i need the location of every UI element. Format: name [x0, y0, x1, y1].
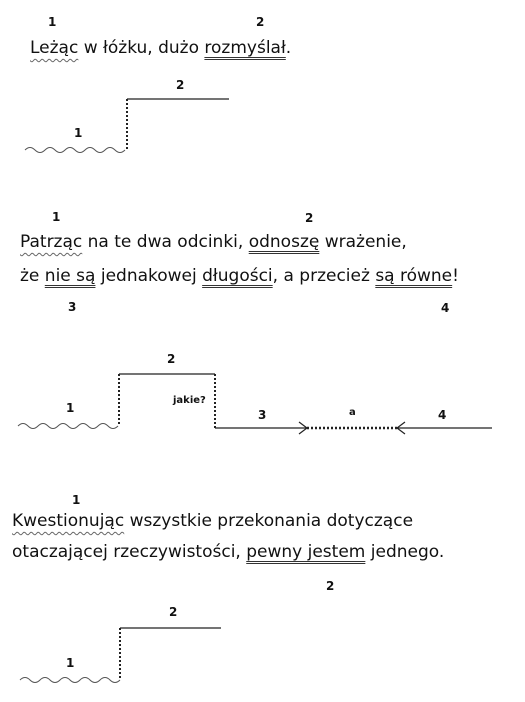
label-1: 1 — [72, 493, 81, 507]
predicate: odnoszę — [248, 232, 320, 252]
sentence-text: , a przecież — [272, 266, 376, 286]
label-2: 2 — [256, 15, 265, 29]
predicate: są równe — [375, 266, 453, 286]
sentence-text: wszystkie przekonania dotyczące — [124, 511, 414, 531]
diagram-label-1: 1 — [74, 126, 83, 140]
predicate: nie są — [44, 266, 96, 286]
label-2: 2 — [305, 211, 314, 225]
sentence-text: w łóżku, dużo — [78, 38, 205, 58]
participle-phrase: Leżąc — [30, 38, 79, 58]
label-1: 1 — [48, 15, 57, 29]
sentence-text: jednego. — [365, 542, 445, 562]
question-label: jakie? — [173, 395, 206, 406]
label-3: 3 — [68, 300, 77, 314]
label-4: 4 — [441, 301, 450, 315]
sentence-text: na te dwa odcinki, — [82, 232, 249, 252]
predicate: pewny jestem — [246, 542, 366, 562]
diagram-label-4: 4 — [438, 408, 447, 422]
label-2: 2 — [326, 579, 335, 593]
diagram-label-1: 1 — [66, 401, 75, 415]
sentence-text: że — [20, 266, 45, 286]
sentence-text: . — [285, 38, 292, 58]
predicate: długości — [202, 266, 273, 286]
predicate: rozmyślał — [204, 38, 286, 58]
diagram-label-2: 2 — [169, 605, 178, 619]
sentence-text: jednakowej — [95, 266, 203, 286]
diagram-label-2: 2 — [167, 352, 176, 366]
sentence-text: wrażenie, — [319, 232, 407, 252]
participle-phrase: Patrząc — [20, 232, 83, 252]
link-label: a — [349, 407, 356, 418]
wavy-line-1 — [20, 678, 120, 683]
sentence-text: ! — [452, 266, 459, 286]
diagram-label-2: 2 — [176, 78, 185, 92]
diagram-label-1: 1 — [66, 656, 75, 670]
label-1: 1 — [52, 210, 61, 224]
participle-phrase: Kwestionując — [12, 511, 125, 531]
sentence-text: otaczającej rzeczywistości, — [12, 542, 247, 562]
diagram-label-3: 3 — [258, 408, 267, 422]
